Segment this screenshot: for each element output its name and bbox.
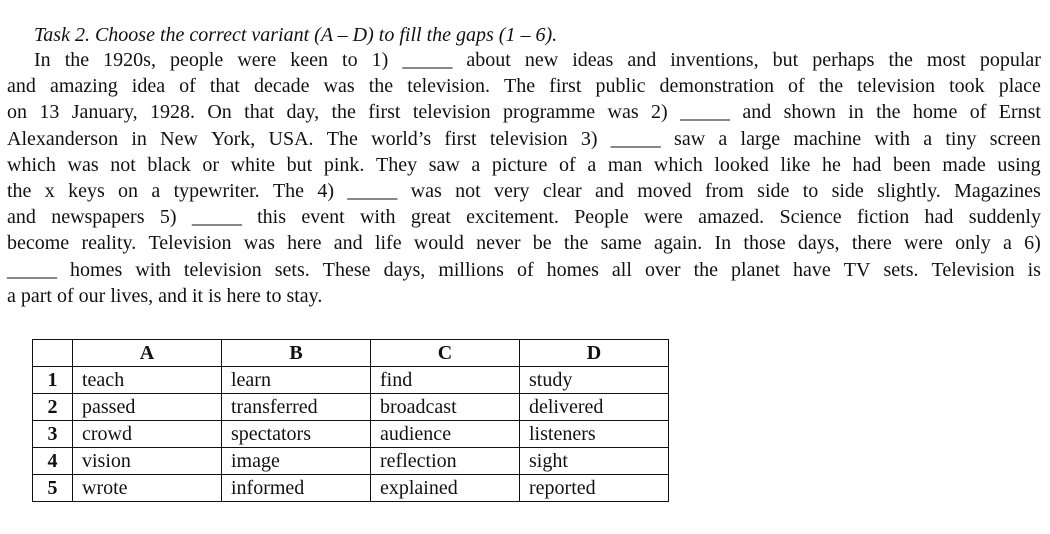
- passage-word: a: [151, 179, 161, 202]
- passage-word: he: [822, 153, 841, 176]
- passage-word: millions: [438, 258, 504, 281]
- passage-word: The: [326, 127, 358, 150]
- passage-line: [7, 73, 1041, 99]
- passage-word: over: [644, 258, 681, 281]
- passage-word: USA.: [268, 127, 314, 150]
- passage-word: days,: [797, 232, 840, 255]
- passage-word: never: [476, 232, 521, 255]
- table-row: [33, 394, 669, 421]
- passage-word: same: [600, 232, 642, 255]
- passage-word: lives,: [110, 284, 154, 307]
- passage-word: took: [949, 75, 985, 98]
- row-number: 3: [33, 421, 73, 448]
- option-cell: image: [222, 448, 371, 475]
- passage-word: ideas: [572, 49, 614, 71]
- passage-word: part: [20, 284, 52, 307]
- passage-word: newspapers: [51, 206, 145, 229]
- option-cell: delivered: [520, 394, 669, 421]
- header-option-d: D: [520, 340, 669, 367]
- passage-word: here: [287, 232, 322, 255]
- option-cell: reported: [520, 475, 669, 502]
- passage-word: is: [208, 284, 222, 307]
- option-cell: transferred: [222, 394, 371, 421]
- passage-word: television: [857, 75, 936, 98]
- option-cell: informed: [222, 475, 371, 502]
- row-number: 2: [33, 394, 73, 421]
- passage-word: there: [851, 232, 892, 255]
- passage-word: pink.: [323, 153, 365, 176]
- passage-line: [7, 283, 1041, 309]
- passage-line: [7, 178, 1041, 204]
- passage-word: stay.: [286, 284, 323, 307]
- passage-word: slightly.: [877, 179, 941, 202]
- passage-word: were: [237, 49, 277, 71]
- passage-word: keys: [68, 179, 105, 202]
- table-row: [33, 367, 669, 394]
- passage-word: January,: [71, 101, 138, 124]
- passage-word: like: [780, 153, 811, 176]
- passage-word: from: [704, 179, 744, 202]
- table-row: [33, 421, 669, 448]
- option-cell: learn: [222, 367, 371, 394]
- passage-word: but: [772, 49, 799, 71]
- row-number: 1: [33, 367, 73, 394]
- table-row: [33, 475, 669, 502]
- passage-word: was: [607, 101, 639, 124]
- passage-word: about: [466, 49, 511, 71]
- header-number: [33, 340, 73, 367]
- passage-word: In: [34, 49, 51, 71]
- passage-word: were: [643, 206, 683, 229]
- passage-word: to: [802, 179, 819, 202]
- passage-word: have: [792, 258, 831, 281]
- passage-word: the: [368, 75, 394, 98]
- passage-word: machine: [793, 127, 862, 150]
- passage-word: life: [374, 232, 402, 255]
- passage-line: [7, 126, 1041, 152]
- passage-word: On: [207, 101, 232, 124]
- option-cell: listeners: [520, 421, 669, 448]
- passage-word: was: [243, 232, 275, 255]
- passage-word: idea: [131, 75, 166, 98]
- passage-word: a: [7, 284, 16, 307]
- option-cell: sight: [520, 448, 669, 475]
- option-cell: passed: [73, 394, 222, 421]
- passage-word: 4): [317, 179, 335, 202]
- passage-word: moved: [637, 179, 692, 202]
- passage-word: first: [368, 101, 401, 124]
- passage-word: 1): [371, 49, 389, 71]
- option-cell: crowd: [73, 421, 222, 448]
- passage-word: that: [209, 75, 240, 98]
- passage-line: [7, 257, 1041, 283]
- header-option-c: C: [371, 340, 520, 367]
- passage-line: [7, 230, 1041, 256]
- passage-word: but: [286, 153, 313, 176]
- gap-blank: _____: [347, 179, 398, 202]
- passage-word: had: [924, 206, 954, 229]
- passage-word: side: [757, 179, 790, 202]
- passage-word: homes: [546, 258, 599, 281]
- passage-word: perhaps: [812, 49, 875, 71]
- passage-word: reality.: [81, 232, 137, 255]
- passage-word: in: [848, 101, 864, 124]
- passage-line: [7, 152, 1041, 178]
- passage-word: become: [7, 232, 70, 255]
- passage-word: or: [202, 153, 219, 176]
- table-header-row: [33, 340, 669, 367]
- row-number: 4: [33, 448, 73, 475]
- passage-word: the: [888, 49, 913, 71]
- passage-word: saw: [674, 127, 706, 150]
- option-cell: teach: [73, 367, 222, 394]
- passage-word: and: [7, 75, 36, 98]
- passage-word: of: [969, 101, 987, 124]
- passage-word: Alexanderson: [7, 127, 119, 150]
- gap-blank: _____: [402, 49, 453, 71]
- option-cell: wrote: [73, 475, 222, 502]
- passage-word: were: [904, 232, 943, 255]
- passage-word: had: [852, 153, 882, 176]
- passage-word: suddenly: [968, 206, 1041, 229]
- task-title: Task 2. Choose the correct variant (A – D) to fill the gaps (1 – 6).: [34, 24, 558, 46]
- passage-word: typewriter.: [173, 179, 260, 202]
- passage-word: of: [56, 284, 74, 307]
- passage-word: here: [226, 284, 261, 307]
- passage-word: of: [179, 75, 196, 98]
- row-number: 5: [33, 475, 73, 502]
- passage-word: clear: [542, 179, 582, 202]
- passage-word: Ernst: [998, 101, 1041, 124]
- passage-word: is: [1027, 258, 1041, 281]
- passage-word: black: [147, 153, 191, 176]
- passage-word: The: [504, 75, 536, 98]
- passage-word: been: [893, 153, 931, 176]
- passage-word: of: [516, 258, 534, 281]
- passage-word: People: [574, 206, 629, 229]
- option-cell: explained: [371, 475, 520, 502]
- passage-word: shown: [783, 101, 836, 124]
- passage-word: Television: [931, 258, 1015, 281]
- passage-word: a: [1002, 232, 1012, 255]
- passage-word: which: [7, 153, 56, 176]
- option-cell: find: [371, 367, 520, 394]
- passage-word: white: [230, 153, 276, 176]
- passage-word: TV: [843, 258, 871, 281]
- header-option-b: B: [222, 340, 371, 367]
- passage-word: keen: [290, 49, 328, 71]
- passage-line: [7, 99, 1041, 125]
- passage-word: of: [559, 153, 576, 176]
- passage-word: days,: [383, 258, 426, 281]
- passage-word: In: [714, 232, 732, 255]
- passage-word: was: [67, 153, 99, 176]
- passage-line: [7, 47, 1041, 73]
- gap-blank: _____: [7, 258, 57, 281]
- passage-word: that: [244, 101, 275, 124]
- passage-word: homes: [70, 258, 123, 281]
- passage-word: the: [64, 49, 90, 71]
- passage-word: planet: [731, 258, 780, 281]
- passage-word: with: [874, 127, 910, 150]
- passage-word: screen: [989, 127, 1041, 150]
- passage-word: would: [413, 232, 464, 255]
- passage-word: new: [524, 49, 559, 71]
- passage-word: man: [607, 153, 643, 176]
- passage-word: picture: [491, 153, 548, 176]
- passage-word: again.: [653, 232, 703, 255]
- passage-word: 6): [1024, 232, 1041, 255]
- passage-word: was: [323, 75, 355, 98]
- passage-word: television.: [407, 75, 490, 98]
- passage-word: using: [997, 153, 1041, 176]
- passage-word: sets.: [883, 258, 919, 281]
- passage-word: the: [693, 258, 718, 281]
- passage-word: sets.: [274, 258, 310, 281]
- passage-word: television: [489, 127, 568, 150]
- passage-word: only: [955, 232, 991, 255]
- passage-word: and: [7, 206, 36, 229]
- passage-word: it: [192, 284, 204, 307]
- passage-word: be: [532, 232, 552, 255]
- passage-word: a: [471, 153, 481, 176]
- passage-word: world’s: [371, 127, 432, 150]
- passage-word: 5): [159, 206, 177, 229]
- passage-word: first: [444, 127, 477, 150]
- passage-word: most: [926, 49, 966, 71]
- option-cell: vision: [73, 448, 222, 475]
- passage-word: the: [563, 232, 589, 255]
- passage-word: They: [375, 153, 418, 176]
- passage-word: Science: [779, 206, 842, 229]
- passage-word: not: [455, 179, 481, 202]
- passage-word: television: [183, 258, 262, 281]
- passage-word: was: [410, 179, 442, 202]
- passage-word: very: [493, 179, 530, 202]
- passage-word: in: [131, 127, 147, 150]
- gap-blank: _____: [680, 101, 730, 124]
- passage-word: saw: [428, 153, 460, 176]
- header-option-a: A: [73, 340, 222, 367]
- passage-word: to: [265, 284, 282, 307]
- option-cell: study: [520, 367, 669, 394]
- passage-word: 3): [580, 127, 598, 150]
- passage-word: popular: [979, 49, 1041, 71]
- option-cell: reflection: [371, 448, 520, 475]
- passage-word: not: [110, 153, 136, 176]
- passage-word: of: [788, 75, 805, 98]
- passage-word: the: [818, 75, 844, 98]
- passage-word: made: [942, 153, 986, 176]
- passage-word: on: [118, 179, 139, 202]
- passage-word: The: [272, 179, 305, 202]
- reading-passage: [7, 47, 1041, 309]
- passage-word: day,: [286, 101, 320, 124]
- table-row: [33, 448, 669, 475]
- passage-word: our: [78, 284, 106, 307]
- passage-word: people: [170, 49, 224, 71]
- passage-word: on: [7, 101, 27, 124]
- passage-word: Magazines: [954, 179, 1041, 202]
- gap-blank: _____: [610, 127, 661, 150]
- passage-word: x: [44, 179, 55, 202]
- passage-word: and: [742, 101, 772, 124]
- passage-word: 2): [650, 101, 668, 124]
- passage-word: the: [7, 179, 32, 202]
- passage-word: looked: [714, 153, 769, 176]
- passage-word: a: [587, 153, 597, 176]
- passage-word: and: [627, 49, 657, 71]
- passage-word: this: [257, 206, 287, 229]
- answer-options-table: [32, 339, 669, 502]
- passage-word: large: [740, 127, 781, 150]
- gap-blank: _____: [191, 206, 242, 229]
- passage-word: 1920s,: [103, 49, 156, 71]
- passage-word: side: [831, 179, 864, 202]
- passage-word: and: [595, 179, 624, 202]
- passage-word: the: [331, 101, 356, 124]
- passage-word: all: [611, 258, 632, 281]
- passage-word: inventions,: [670, 49, 759, 71]
- passage-word: a: [923, 127, 933, 150]
- passage-word: a: [718, 127, 728, 150]
- passage-word: demonstration: [659, 75, 774, 98]
- passage-word: and: [158, 284, 187, 307]
- passage-word: great: [410, 206, 451, 229]
- passage-line: [7, 204, 1041, 230]
- passage-word: decade: [253, 75, 310, 98]
- passage-word: These: [322, 258, 371, 281]
- passage-word: with: [135, 258, 171, 281]
- passage-word: those: [743, 232, 786, 255]
- passage-word: 1928.: [149, 101, 195, 124]
- option-cell: spectators: [222, 421, 371, 448]
- passage-word: place: [998, 75, 1041, 98]
- passage-word: television: [412, 101, 491, 124]
- passage-word: public: [595, 75, 646, 98]
- passage-word: home: [912, 101, 958, 124]
- passage-word: amazed.: [698, 206, 765, 229]
- passage-word: 13: [39, 101, 60, 124]
- passage-word: event: [301, 206, 345, 229]
- option-cell: broadcast: [371, 394, 520, 421]
- passage-word: with: [359, 206, 396, 229]
- passage-word: Television: [148, 232, 232, 255]
- option-cell: audience: [371, 421, 520, 448]
- passage-word: amazing: [49, 75, 118, 98]
- passage-word: to: [342, 49, 358, 71]
- passage-word: York,: [211, 127, 256, 150]
- passage-word: fiction: [857, 206, 910, 229]
- passage-word: first: [549, 75, 582, 98]
- passage-word: which: [653, 153, 703, 176]
- passage-word: New: [160, 127, 198, 150]
- passage-word: programme: [502, 101, 596, 124]
- passage-word: the: [876, 101, 901, 124]
- passage-word: and: [333, 232, 363, 255]
- passage-word: excitement.: [466, 206, 559, 229]
- passage-word: tiny: [945, 127, 977, 150]
